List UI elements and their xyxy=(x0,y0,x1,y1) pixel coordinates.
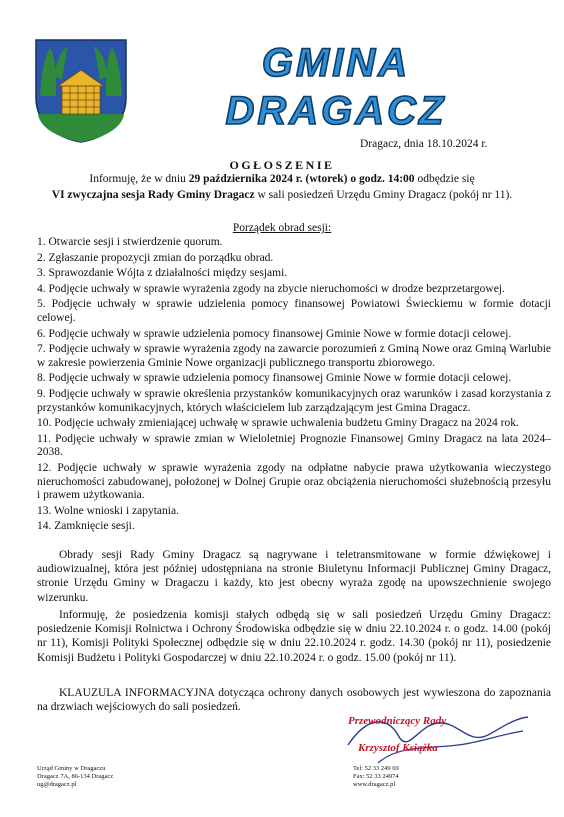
announcement-line2-session: VI zwyczajna sesja Rady Gminy Dragacz xyxy=(51,189,255,201)
logo-line2: DRAGACZ xyxy=(225,89,447,133)
agenda-item: 11. Podjęcie uchwały w sprawie zmian w Wieloletniej Prognozie Finansowej Gminy Dragacz na lata 2024–2038. xyxy=(37,432,551,459)
agenda-item: 8. Podjęcie uchwały w sprawie udzielenia pomocy finansowej Gminie Nowe w formie dotacji celowej. xyxy=(37,372,512,385)
place-date: Dragacz, dnia 18.10.2024 r. xyxy=(360,138,488,150)
committees-notice: Informuję, że posiedzenia komisji stałych odbędą się w sali posiedzeń Urzędu Gminy Dragacz: posiedzenie Komisji Rolnictwa i Ochrony Środowiska odbędzie się w dniu 22.10.2024 r. o godz. 14.00 (pokój nr 11), Komisji Polityki Społecznej odbędzie się w dniu 22.10.2024 r. godz. 14.30 (pokój nr 11), posiedzenie Komisji Budżetu i Polityki Gospodarczej w dniu 22.10.2024 r. o godz. 15.00 (pokój nr 11). xyxy=(37,609,551,664)
agenda-item: 2. Zgłaszanie propozycji zmian do porządku obrad. xyxy=(37,251,274,264)
announcement-title: OGŁOSZENIE xyxy=(229,158,335,172)
footer-phone: Tel: 52 33 249 69 xyxy=(353,765,399,772)
recording-notice: Obrady sesji Rady Gminy Dragacz są nagrywane i teletransmitowane w formie dźwiękowej i audiowizualnej, która jest później udostępniana na stronie Biuletynu Informacji Publicznej Gminy Dragacz, stronie Urzędu Gminy w Dragaczu i każdy, kto jest obecny wyraża zgodę na upowszechnienie swojego wizerunku. xyxy=(37,549,551,604)
agenda-item: 5. Podjęcie uchwały w sprawie udzielenia pomocy finansowej Powiatowi Świeckiemu w formie dotacji celowej. xyxy=(37,298,551,324)
footer-office: Urząd Gminy w Dragaczu xyxy=(37,765,106,772)
agenda-item: 6. Podjęcie uchwały w sprawie udzielenia pomocy finansowej Gminie Nowe w formie dotacji celowej. xyxy=(37,327,512,340)
agenda-item: 14. Zamknięcie sesji. xyxy=(37,520,135,533)
footer-street: Dragacz 7A, 86-134 Dragacz xyxy=(37,773,114,780)
announcement-line1-pre: Informuję, że w dniu xyxy=(89,173,189,185)
signature-role: Przewodniczący Rady xyxy=(348,715,447,727)
announcement-line2-post: w sali posiedzeń Urzędu Gminy Dragacz (pokój nr 11). xyxy=(254,189,513,201)
footer-email: ug@dragacz.pl xyxy=(37,781,77,788)
logo-line1: GMINA xyxy=(261,41,411,85)
announcement-line1-date: 29 października 2024 r. (wtorek) o godz. 14:00 xyxy=(188,173,415,185)
gmina-logo xyxy=(186,34,486,134)
agenda-item: 7. Podjęcie uchwały w sprawie wyrażenia zgody na zawarcie porozumień z Gminą Nowe oraz Gminą Warlubie w zakresie powierzenia Gminie Nowe organizacji publicznego transportu zbiorowego. xyxy=(37,343,551,369)
agenda-item: 13. Wolne wnioski i zapytania. xyxy=(37,504,179,517)
footer-contact xyxy=(353,765,399,789)
agenda-item: 9. Podjęcie uchwały w sprawie określenia przystanków komunikacyjnych oraz warunków i zasad korzystania z przystanków komunikacyjnych, których właścicielem lub zarządzającym jest Gmina Dragacz. xyxy=(37,387,551,414)
agenda-item: 4. Podjęcie uchwały w sprawie wyrażenia zgody na zbycie nieruchomości w drodze bezprzetargowej. xyxy=(37,282,505,295)
coat-of-arms xyxy=(32,36,130,144)
agenda-item: 12. Podjęcie uchwały w sprawie wyrażenia zgody na odpłatne nabycie prawa użytkowania wieczystego nieruchomości zabudowanej, położonej w Dolnej Grupie oraz obciążenia nieruchomości służebnością przesyłu i prawem użytkowania. xyxy=(37,461,551,502)
agenda-item: 3. Sprawozdanie Wójta z działalności między sesjami. xyxy=(37,267,288,280)
agenda-item: 10. Podjęcie uchwały zmieniającej uchwałę w sprawie uchwalenia budżetu Gminy Dragacz na 2024 rok. xyxy=(37,417,519,430)
announcement-line2 xyxy=(0,189,564,201)
signature-name: Krzysztof Książka xyxy=(358,742,438,754)
announcement-line1-post: odbędzie się xyxy=(414,173,475,185)
footer-website: www.dragacz.pl xyxy=(353,781,396,788)
information-clause: KLAUZULA INFORMACYJNA dotycząca ochrony danych osobowych jest wywieszona do zapoznania na drzwiach wejściowych do sali posiedzeń. xyxy=(37,687,551,714)
announcement-line1 xyxy=(0,173,564,185)
agenda-list xyxy=(37,236,551,536)
agenda-heading: Porządek obrad sesji: xyxy=(232,222,332,234)
footer-fax: Fax: 52 33 24974 xyxy=(353,773,399,780)
footer-address xyxy=(37,765,113,789)
agenda-item: 1. Otwarcie sesji i stwierdzenie quorum. xyxy=(37,236,223,248)
